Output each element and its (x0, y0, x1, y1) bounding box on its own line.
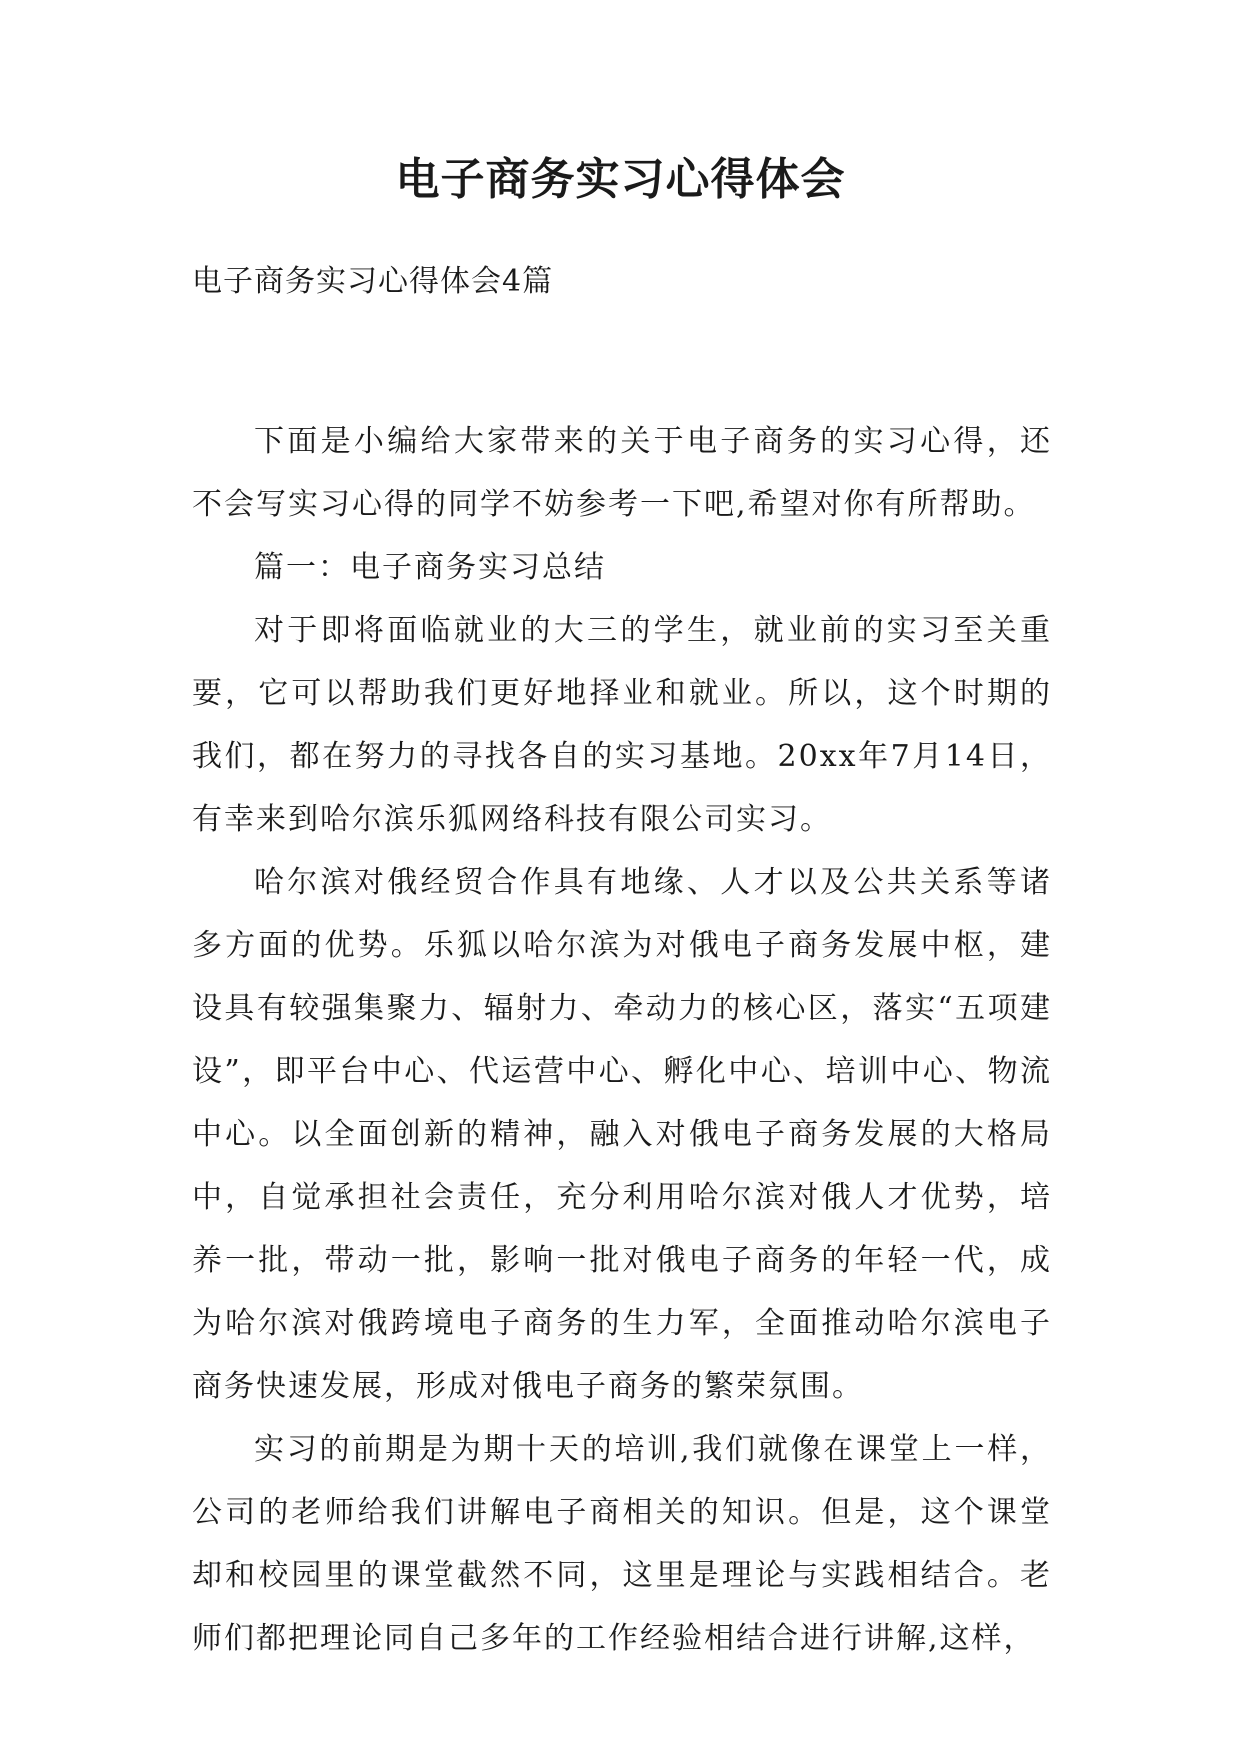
document-body (192, 410, 1052, 1670)
section-heading: 篇一：电子商务实习总结 (254, 550, 606, 585)
paragraph: 对于即将面临就业的大三的学生，就业前的实习至关重要，它可以帮助我们更好地择业和就业。所以，这个时期的我们，都在努力的寻找各自的实习基地。20xx年7月14日，有幸来到哈尔滨乐狐网络科技有限公司实习。 (192, 613, 1052, 837)
paragraph: 哈尔滨对俄经贸合作具有地缘、人才以及公共关系等诸多方面的优势。乐狐以哈尔滨为对俄电子商务发展中枢，建设具有较强集聚力、辐射力、牵动力的核心区，落实“五项建设”，即平台中心、代运营中心、孵化中心、培训中心、物流中心。以全面创新的精神，融入对俄电子商务发展的大格局中，自觉承担社会责任，充分利用哈尔滨对俄人才优势，培养一批，带动一批，影响一批对俄电子商务的年轻一代，成为哈尔滨对俄跨境电子商务的生力军，全面推动哈尔滨电子商务快速发展，形成对俄电子商务的繁荣氛围。 (192, 865, 1052, 1404)
paragraph-intro: 下面是小编给大家带来的关于电子商务的实习心得，还不会写实习心得的同学不妨参考一下吧,希望对你有所帮助。 (192, 424, 1052, 522)
paragraph: 实习的前期是为期十天的培训,我们就像在课堂上一样，公司的老师给我们讲解电子商相关的知识。但是，这个课堂却和校园里的课堂截然不同，这里是理论与实践相结合。老师们都把理论同自己多年的工作经验相结合进行讲解,这样， (192, 1432, 1052, 1656)
document-title: 电子商务实习心得体会 (395, 154, 846, 205)
document-subtitle: 电子商务实习心得体会4篇 (192, 264, 554, 299)
